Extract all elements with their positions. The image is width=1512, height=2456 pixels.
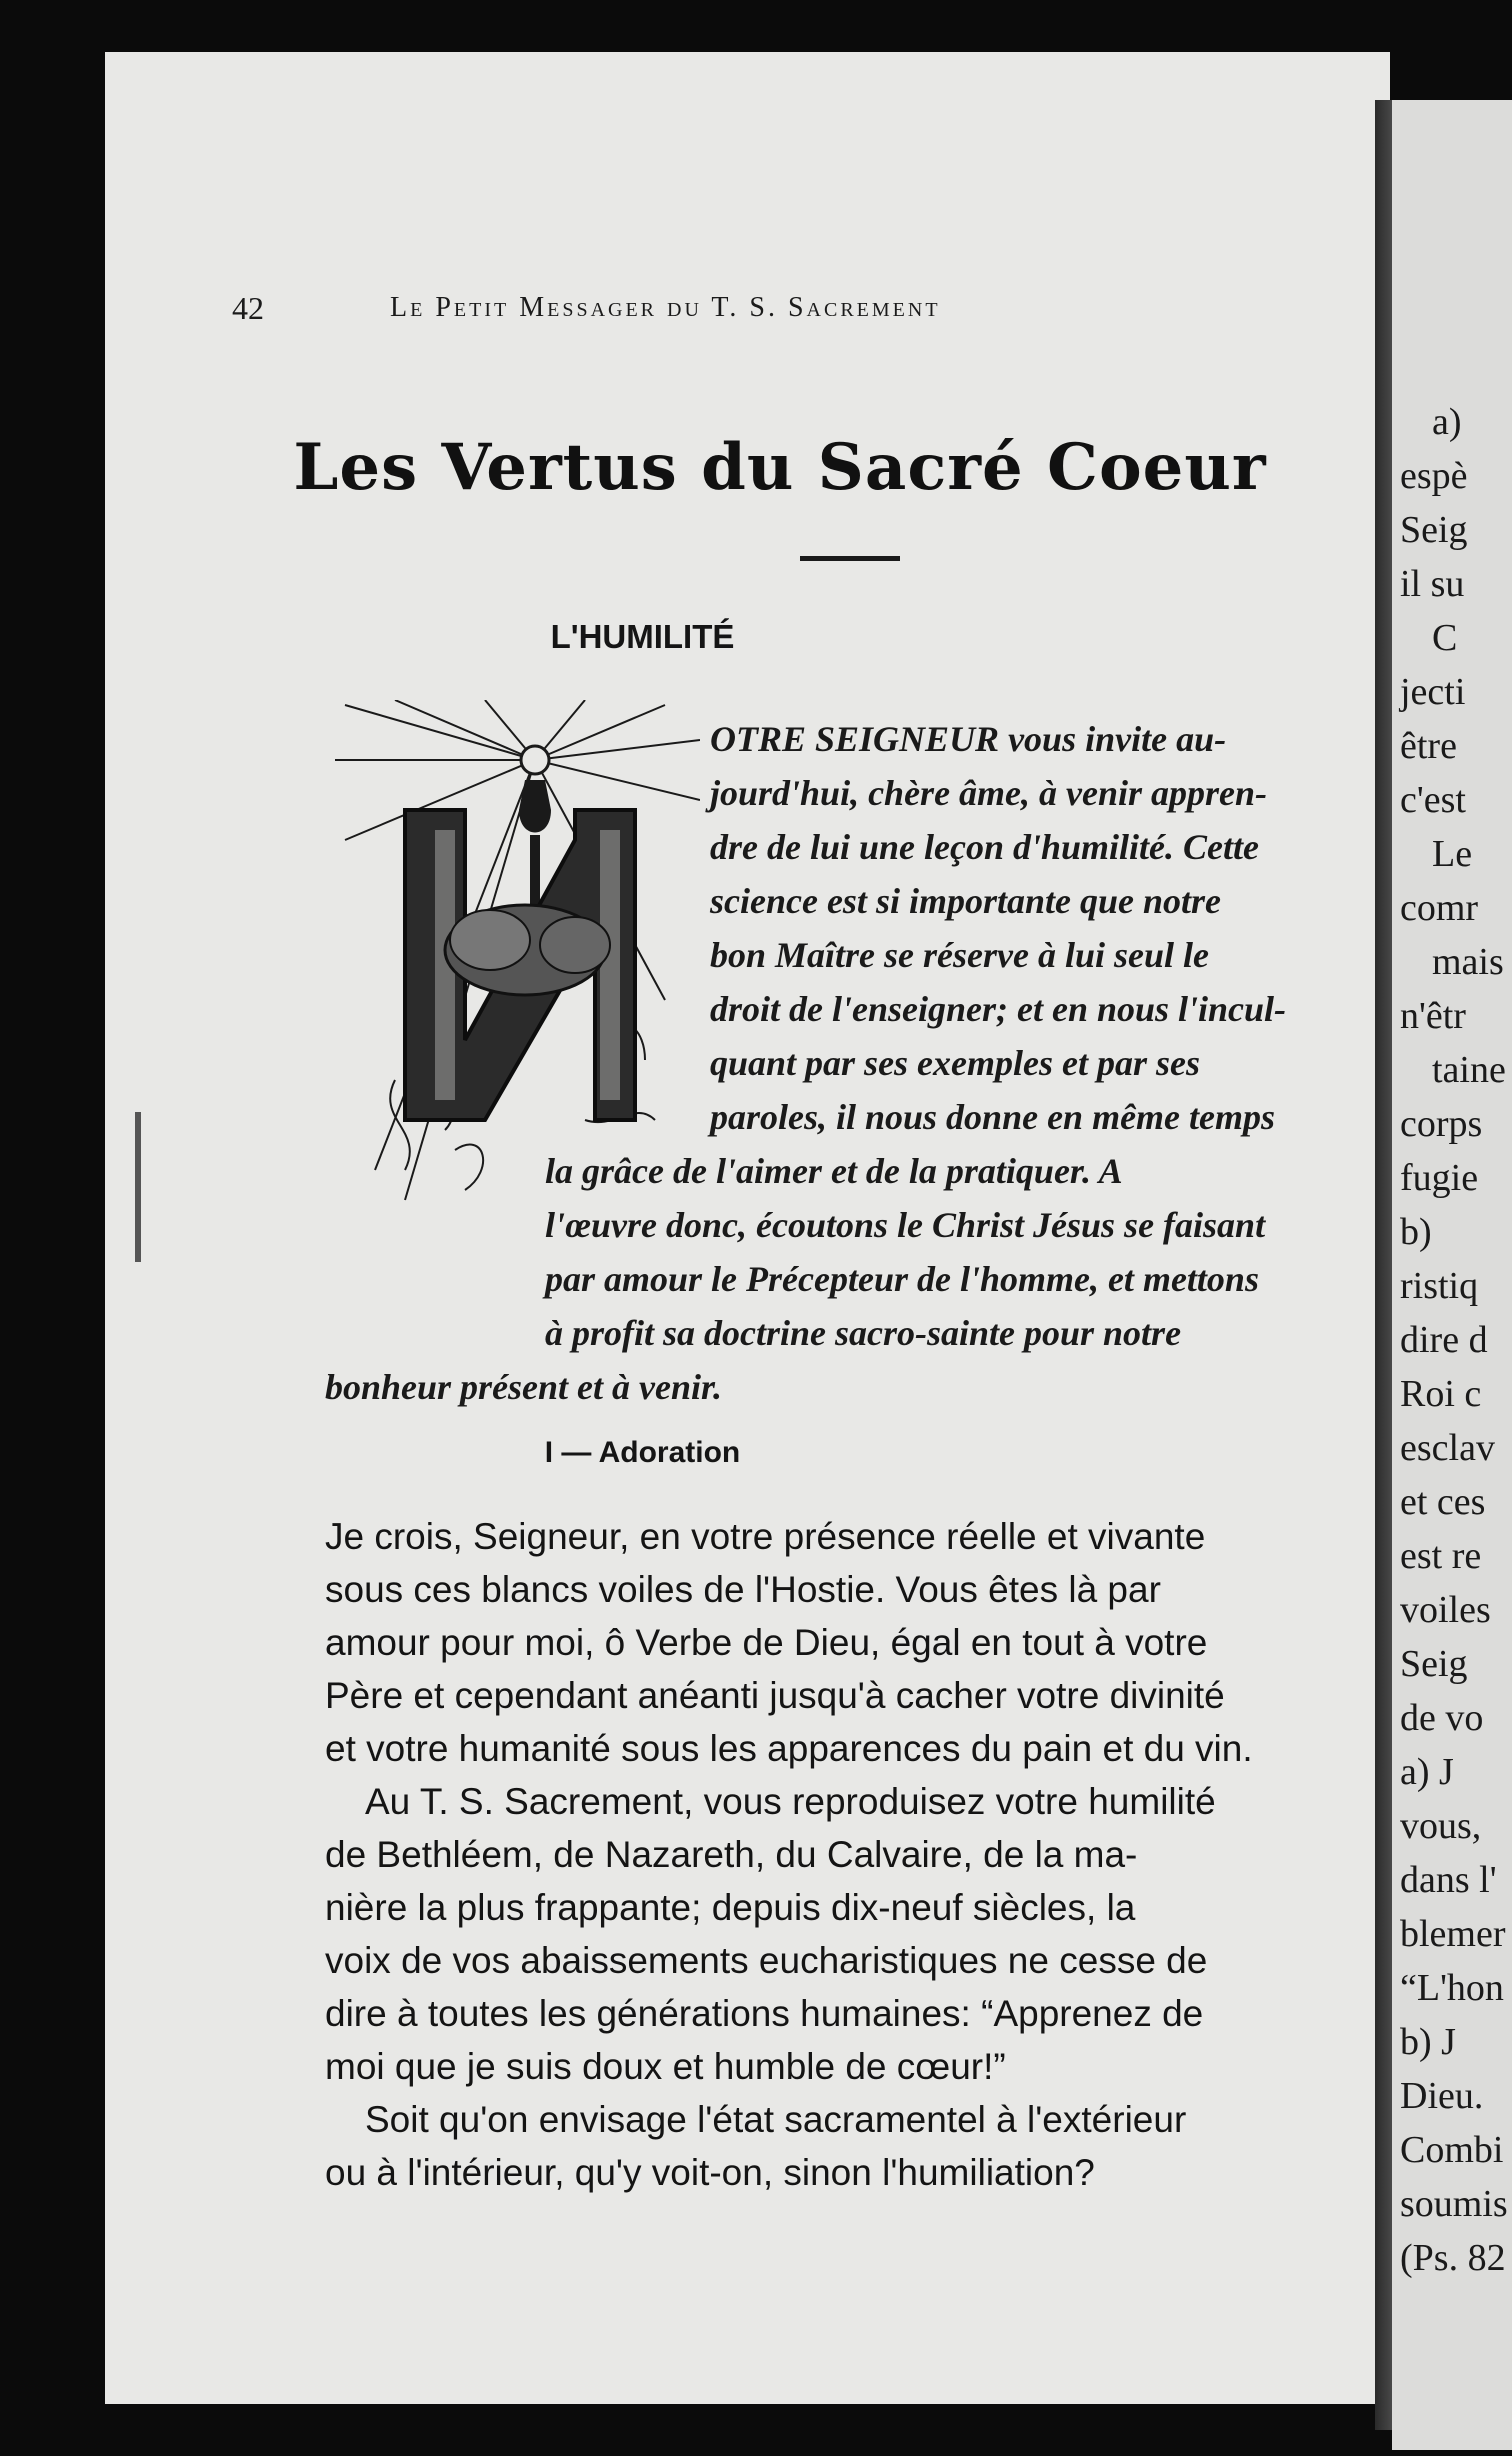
body-line: ou à l'intérieur, qu'y voit-on, sinon l'humiliation?	[325, 2152, 1095, 2193]
body-line: sous ces blancs voiles de l'Hostie. Vous êtes là par	[325, 1569, 1161, 1610]
intro-line: par amour le Précepteur de l'homme, et mettons	[545, 1259, 1259, 1299]
next-page-fragment: “L'hon	[1400, 1967, 1504, 2009]
next-page-fragment: (Ps. 82	[1400, 2237, 1506, 2279]
intro-line: OTRE SEIGNEUR vous invite au-	[710, 719, 1227, 759]
title-rule	[800, 556, 900, 561]
body-paragraph	[325, 2093, 1385, 2199]
next-page-fragment: c'est	[1400, 779, 1466, 821]
body-line: Soit qu'on envisage l'état sacramentel à l'extérieur	[365, 2099, 1187, 2140]
intro-line: jourd'hui, chère âme, à venir appren-	[710, 773, 1268, 813]
body-line: Au T. S. Sacrement, vous reproduisez votre humilité	[365, 1781, 1216, 1822]
chapter-title: Les Vertus du Sacré Coeur	[293, 430, 1267, 505]
body-line: et votre humanité sous les apparences du pain et du vin.	[325, 1728, 1253, 1769]
next-page-fragment: corps	[1400, 1103, 1483, 1145]
next-page-fragment: de vo	[1400, 1697, 1484, 1739]
running-title: Le Petit Messager du T. S. Sacrement	[390, 292, 941, 323]
next-page-fragment: être	[1400, 725, 1457, 767]
next-page-fragment: il su	[1400, 563, 1465, 605]
intro-line: bon Maître se réserve à lui seul le	[710, 935, 1209, 975]
body-line: dire à toutes les générations humaines: “Apprenez de	[325, 1993, 1204, 2034]
next-page-fragment: b) J	[1400, 2021, 1456, 2063]
book-page-right	[1392, 100, 1512, 2450]
body-line: amour pour moi, ô Verbe de Dieu, égal en tout à votre	[325, 1622, 1208, 1663]
intro-line: dre de lui une leçon d'humilité. Cette	[710, 827, 1259, 867]
next-page-fragment: mais	[1432, 941, 1504, 983]
next-page-fragment: n'êtr	[1400, 995, 1466, 1037]
next-page-fragment: b)	[1400, 1211, 1432, 1253]
next-page-fragment: Seig	[1400, 1643, 1468, 1685]
next-page-fragment: taine	[1432, 1049, 1506, 1091]
next-page-fragment: Roi c	[1400, 1373, 1482, 1415]
intro-line: bonheur présent et à venir.	[325, 1367, 723, 1407]
intro-line: la grâce de l'aimer et de la pratiquer. A	[545, 1151, 1123, 1191]
next-page-fragment: Combi	[1400, 2129, 1504, 2171]
body-paragraph	[325, 1775, 1385, 2093]
next-page-fragment: Seig	[1400, 509, 1468, 551]
next-page-fragment: dire d	[1400, 1319, 1488, 1361]
body-line: moi que je suis doux et humble de cœur!”	[325, 2046, 1006, 2087]
page-number: 42	[232, 290, 264, 326]
next-page-fragment: voiles	[1400, 1589, 1491, 1631]
next-page-fragment: ristiq	[1400, 1265, 1479, 1307]
body-line: Père et cependant anéanti jusqu'à cacher votre divinité	[325, 1675, 1225, 1716]
next-page-fragment: Le	[1432, 833, 1473, 875]
body-line: de Bethléem, de Nazareth, du Calvaire, de la ma-	[325, 1834, 1138, 1875]
next-page-fragment: vous,	[1400, 1805, 1482, 1847]
intro-line: science est si importante que notre	[710, 881, 1221, 921]
intro-line: à profit sa doctrine sacro-sainte pour notre	[545, 1313, 1182, 1353]
next-page-fragment: dans l'	[1400, 1859, 1497, 1901]
next-page-fragment: esclav	[1400, 1427, 1495, 1469]
page-smudge	[135, 1112, 141, 1262]
intro-line: paroles, il nous donne en même temps	[710, 1097, 1276, 1137]
next-page-fragment: C	[1432, 617, 1458, 659]
intro-line: droit de l'enseigner; et en nous l'incul-	[710, 989, 1287, 1029]
intro-line: quant par ses exemples et par ses	[710, 1043, 1200, 1083]
next-page-fragment: espè	[1400, 455, 1468, 497]
subheading-adoration: I — Adoration	[544, 1436, 741, 1469]
next-page-fragment: comr	[1400, 887, 1479, 929]
intro-line: l'œuvre donc, écoutons le Christ Jésus se faisant	[545, 1205, 1266, 1245]
body-line: Je crois, Seigneur, en votre présence réelle et vivante	[325, 1516, 1206, 1557]
body-line: voix de vos abaissements eucharistiques ne cesse de	[325, 1940, 1208, 1981]
next-page-fragment: jecti	[1400, 671, 1466, 713]
section-title: L'HUMILITÉ	[550, 618, 735, 655]
body-paragraph	[325, 1510, 1385, 1775]
body-paragraphs	[325, 1510, 1385, 2199]
next-page-fragment: a)	[1432, 401, 1462, 443]
body-line: nière la plus frappante; depuis dix-neuf siècles, la	[325, 1887, 1136, 1928]
next-page-fragment: blemer	[1400, 1913, 1506, 1955]
next-page-fragment: Dieu.	[1400, 2075, 1484, 2117]
next-page-fragment: est re	[1400, 1535, 1482, 1577]
illuminated-n-dropcap-icon	[335, 700, 700, 1220]
next-page-fragment: a) J	[1400, 1751, 1454, 1793]
next-page-fragment: fugie	[1400, 1157, 1479, 1199]
next-page-fragment: soumis	[1400, 2183, 1508, 2225]
next-page-fragment: et ces	[1400, 1481, 1486, 1523]
